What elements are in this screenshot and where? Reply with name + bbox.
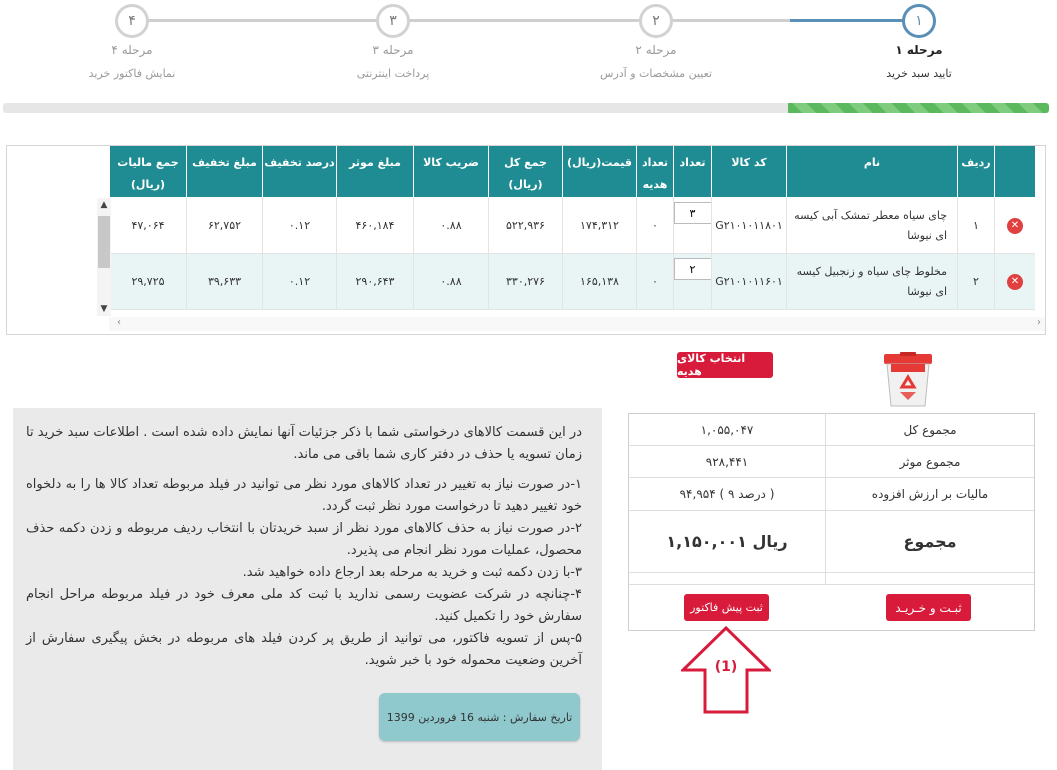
coef: ۰.۸۸ — [413, 254, 488, 309]
summary-vat-value: ۹۴,۹۵۴ ( ۹ درصد ) — [679, 487, 775, 501]
discount-amt: ۳۹,۶۳۳ — [186, 254, 262, 309]
annotation-arrow-icon — [681, 626, 771, 714]
step-2-subtitle: تعیین مشخصات و آدرس — [600, 67, 712, 80]
scroll-thumb[interactable] — [98, 216, 110, 268]
qty-cell — [673, 254, 711, 309]
summary-total-value: ۱,۰۵۵,۰۴۷ — [700, 422, 754, 437]
price: ۱۷۴,۳۱۲ — [562, 198, 636, 253]
table-body — [109, 198, 1035, 316]
product-name: مخلوط چای سیاه و زنجبیل کیسه ای نیوشا — [786, 254, 957, 309]
step-2-circle: ۲ — [639, 4, 673, 38]
step-connector — [657, 19, 790, 22]
trash-icon[interactable] — [880, 352, 936, 408]
instructions-item: ۵-پس از تسویه فاکتور، می توانید از طریق پر کردن فیلد های مربوطه در بخش پیگیری سفارش از آخرین وضعیت محموله خود با خبر شوید. — [26, 631, 582, 668]
discount-pct: ۰.۱۲ — [262, 254, 336, 309]
register-and-buy-button[interactable]: ثبـت و خـریـد — [886, 594, 971, 621]
instructions-intro: در این قسمت کالاهای درخواستی شما با ذکر جزئیات آنها نمایش داده شده است . اطلاعات سبد خرید تا زمان تسویه یا حذف در دفتر کاری شما باقی می ماند. — [26, 425, 582, 462]
header-gift-qty: تعداد هدیه — [636, 146, 673, 197]
instructions-item: ۱-در صورت نیاز به تغییر در تعداد کالاهای مورد نظر می توانید در فیلد مربوطه تعداد کالا ها را به دلخواه خود تغییر دهید تا درخواست مورد نظر ثبت گردد. — [26, 477, 582, 514]
step-1-circle: ۱ — [902, 4, 936, 38]
quantity-input[interactable] — [674, 202, 712, 224]
header-total: جمع کل (ریال) — [488, 146, 562, 197]
header-actions — [994, 146, 1035, 197]
vertical-scrollbar[interactable] — [97, 198, 111, 316]
header-code: کد کالا — [711, 146, 786, 197]
summary-sum-row — [629, 511, 1034, 573]
horizontal-scrollbar[interactable] — [109, 317, 1045, 331]
table-row[interactable] — [109, 254, 1035, 310]
coef: ۰.۸۸ — [413, 198, 488, 253]
register-preinvoice-button[interactable]: ثبت پیش فاکتور — [684, 594, 769, 621]
header-row: ردیف — [957, 146, 994, 197]
summary-total-label: مجموع کل — [825, 414, 1034, 445]
summary-sum-value: ۱,۱۵۰,۰۰۱ ریال — [666, 532, 788, 551]
remove-cell — [994, 198, 1035, 253]
product-name: چای سیاه معطر تمشک آبی کیسه ای نیوشا — [786, 198, 957, 253]
product-code: G۲۱۰۱۰۱۱۸۰۱ — [711, 198, 786, 253]
discount-pct: ۰.۱۲ — [262, 198, 336, 253]
header-coef: ضریب کالا — [413, 146, 488, 197]
remove-item-icon[interactable]: ✕ — [1007, 218, 1023, 234]
quantity-input[interactable] — [674, 258, 712, 280]
header-qty: تعداد — [673, 146, 711, 197]
summary-vat-label: مالیات بر ارزش افزوده — [825, 478, 1034, 510]
progress-fill — [788, 103, 1050, 113]
scroll-left-icon[interactable]: ‹ — [117, 317, 121, 328]
effective: ۴۶۰,۱۸۴ — [336, 198, 413, 253]
step-3-subtitle: پرداخت اینترنتی — [356, 67, 430, 80]
select-gift-button[interactable]: انتخاب کالای هدیه — [677, 352, 773, 378]
scroll-right-icon[interactable]: › — [1037, 317, 1041, 328]
annotation-label: (1) — [714, 659, 738, 675]
step-connector — [395, 19, 657, 22]
effective: ۲۹۰,۶۴۳ — [336, 254, 413, 309]
header-price: قیمت(ریال) — [562, 146, 636, 197]
step-4-circle: ۴ — [115, 4, 149, 38]
header-discount-amt: مبلغ تخفیف — [186, 146, 262, 197]
header-effective: مبلغ موثر — [336, 146, 413, 197]
summary-vat-row — [629, 478, 1034, 511]
discount-amt: ۶۲,۷۵۲ — [186, 198, 262, 253]
qty-cell — [673, 198, 711, 253]
step-2-title: مرحله ۲ — [635, 43, 677, 57]
total: ۵۲۲,۹۳۶ — [488, 198, 562, 253]
summary-sum-label: مجموع — [825, 511, 1034, 572]
summary-effective-row — [629, 446, 1034, 478]
instructions-item: ۲-در صورت نیاز به حذف کالاهای مورد نظر از سبد خریدتان با انتخاب ردیف مربوطه و زدن دکمه حذف محصول، عملیات مورد نظر انجام می پذیرد. — [26, 521, 582, 558]
tax-total: ۴۷,۰۶۴ — [109, 198, 186, 253]
header-tax-total: جمع مالیات (ریال) — [109, 146, 186, 197]
step-3-circle: ۳ — [376, 4, 410, 38]
instructions-text — [26, 422, 582, 672]
progress-bar — [3, 103, 1049, 113]
step-1-subtitle: تایید سبد خرید — [886, 67, 952, 80]
checkout-stepper — [0, 0, 1057, 100]
step-4-subtitle: نمایش فاکتور خرید — [88, 67, 176, 80]
table-row[interactable] — [109, 198, 1035, 254]
remove-item-icon[interactable]: ✕ — [1007, 274, 1023, 290]
row-number: ۲ — [957, 254, 994, 309]
row-number: ۱ — [957, 198, 994, 253]
scroll-up-icon[interactable]: ▲ — [100, 200, 108, 210]
instructions-item: ۴-چنانچه در شرکت عضویت رسمی ندارید با ثبت کد ملی معرف خود در فیلد مربوطه مراحل انجام سفارش خود را تکمیل کنید. — [26, 587, 582, 624]
summary-total-row — [629, 414, 1034, 446]
summary-spacer-row — [629, 573, 1034, 585]
step-connector-active — [790, 19, 920, 22]
remove-cell — [994, 254, 1035, 309]
header-name: نام — [786, 146, 957, 197]
price: ۱۶۵,۱۳۸ — [562, 254, 636, 309]
tax-total: ۲۹,۷۲۵ — [109, 254, 186, 309]
instructions-panel — [13, 408, 602, 770]
step-4-title: مرحله ۴ — [111, 43, 153, 57]
summary-effective-label: مجموع موثر — [825, 446, 1034, 477]
gift-qty: ۰ — [636, 198, 673, 253]
step-3-title: مرحله ۳ — [372, 43, 414, 57]
step-1-title: مرحله ۱ — [895, 43, 943, 57]
product-code: G۲۱۰۱۰۱۱۶۰۱ — [711, 254, 786, 309]
order-date: تاریخ سفارش : شنبه 16 فروردین 1399 — [379, 693, 580, 741]
summary-spacer-cell — [825, 573, 1034, 584]
summary-effective-value: ۹۲۸,۴۴۱ — [705, 454, 749, 469]
cart-table — [6, 145, 1046, 335]
table-header — [109, 146, 1035, 197]
instructions-item: ۳-با زدن دکمه ثبت و خرید به مرحله بعد ارجاع داده خواهید شد. — [242, 565, 582, 580]
total: ۳۳۰,۲۷۶ — [488, 254, 562, 309]
scroll-down-icon[interactable]: ▼ — [100, 304, 108, 314]
gift-qty: ۰ — [636, 254, 673, 309]
step-connector — [131, 19, 395, 22]
header-discount-pct: درصد تخفیف — [262, 146, 336, 197]
